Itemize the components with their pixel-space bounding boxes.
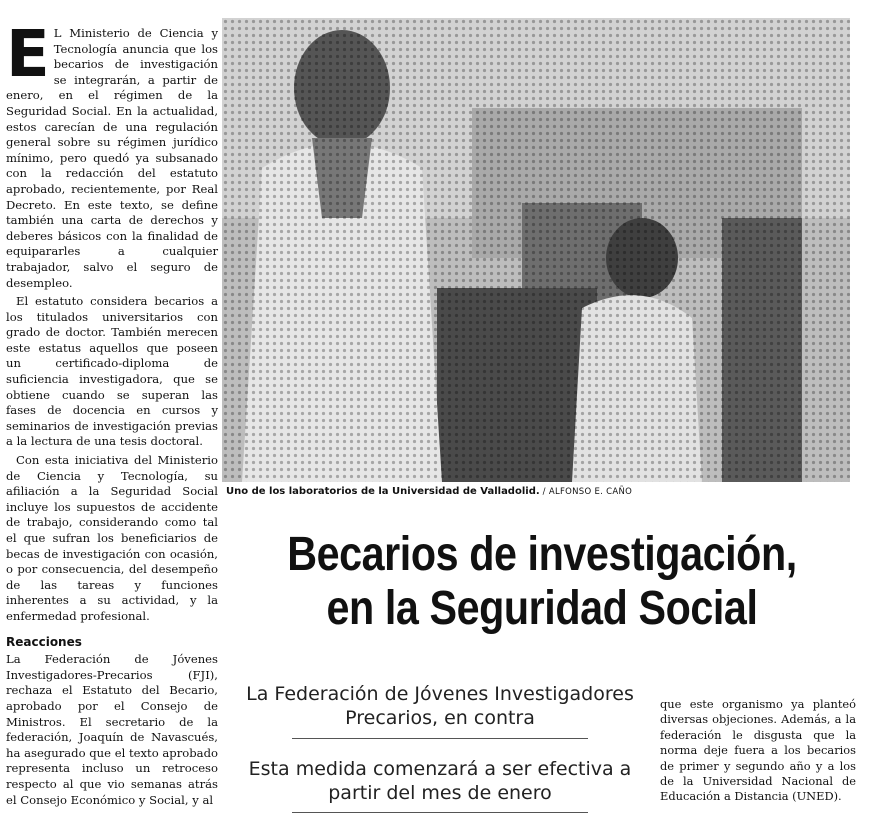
article-paragraph-3: Con esta iniciativa del Ministerio de Ciencia y Tecnología, su afiliación a la Seguridad Social incluye los supuestos de accidente de trabajo, considerando como tal el que sufran los beneficiarios de becas de investigación con ocasión, o por consecuencia, del desempeño de las tareas y funciones inherentes a su actividad, y la enfermedad profesional. — [6, 453, 218, 623]
subhead-divider-2 — [292, 812, 588, 813]
section-paragraph: La Federación de Jóvenes Investigadores-Precarios (FJI), rechaza el Estatuto del Becario, aprobado por el Consejo de Ministros. El secretario de la federación, Joaquín de Navascués, ha asegurado que el texto aprobado representa incluso un retroceso respecto al que vio semanas atrás el Consejo Económico y Social, y al — [6, 652, 218, 807]
headline — [267, 528, 817, 636]
lab-photo-illustration — [222, 18, 850, 482]
article-continuation-column: que este organismo ya planteó diversas objeciones. Además, a la federación le disgusta que la norma deje fuera a los becarios de primer y segundo año y a los de la Universidad Nacional de Educación a Distancia (UNED). — [660, 697, 856, 804]
article-paragraph-2: El estatuto considera becarios a los titulados universitarios con grado de doctor. También merecen este estatus aquellos que poseen un certificado-diploma de suficiencia investigadora, que se obtiene cuando se superan las fases de docencia en cursos y seminarios de investigación previas a la lectura de una tesis doctoral. — [6, 294, 218, 449]
photo-caption-text: Uno de los laboratorios de la Universidad de Valladolid. — [226, 486, 540, 497]
subhead-first: La Federación de Jóvenes Investigadores Precarios, en contra — [246, 683, 634, 729]
article-paragraph-1: L Ministerio de Ciencia y Tecnología anuncia que los becarios de investigación se integrarán, a partir de enero, en el régimen de la Seguridad Social. En la actualidad, estos carecían de una regulación general sobre su régimen jurídico mínimo, pero quedó ya subsanado con la redacción del estatuto aprobado, recientemente, por Real Decreto. En este texto, se define también una carta de derechos y deberes básicos con la finalidad de equipararles a cualquier trabajador, salvo el seguro de desempleo. — [6, 26, 218, 290]
photo-credit: / ALFONSO E. CAÑO — [539, 487, 633, 497]
section-heading: Reacciones — [6, 634, 82, 649]
lab-photo — [222, 18, 850, 482]
drop-cap: E — [6, 18, 50, 92]
headline-line-1: Becarios de investigación, — [287, 528, 797, 581]
article-body-column — [6, 18, 218, 811]
photo-caption — [226, 486, 632, 497]
subhead-divider-1 — [292, 738, 588, 739]
subhead-second: Esta medida comenzará a ser efectiva a partir del mes de enero — [248, 758, 632, 804]
headline-line-2: en la Seguridad Social — [326, 582, 758, 635]
